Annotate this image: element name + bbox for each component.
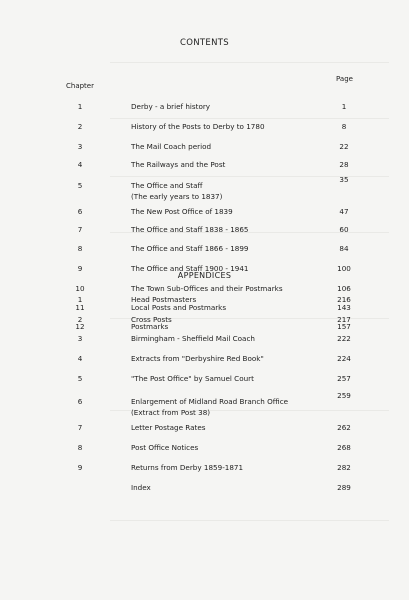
entry-title-block: [131, 482, 331, 493]
entry-number: 12: [75, 322, 85, 331]
entry-number: 10: [75, 284, 85, 293]
entry-title: Enlargement of Midland Road Branch Office: [131, 397, 289, 406]
entry-title: Letter Postage Rates: [131, 423, 206, 432]
entry-number: 2: [77, 122, 83, 131]
entry-page-number: 217: [337, 315, 351, 324]
entry-title-block: [131, 373, 331, 384]
entry-page-number: 259: [337, 391, 351, 400]
chapter-column-header: Chapter: [66, 82, 94, 90]
entry-title-block: [131, 314, 331, 325]
entry-number: 4: [77, 160, 83, 169]
entry-title: Returns from Derby 1859-1871: [131, 463, 244, 472]
entry-title: The New Post Office of 1839: [131, 207, 233, 216]
entry-number: 9: [77, 463, 83, 472]
entry-title: The Office and Staff: [131, 181, 203, 190]
entry-title: Post Office Notices: [131, 443, 199, 452]
entry-title: Birmingham - Sheffield Mail Coach: [131, 334, 255, 343]
entry-title-block: [131, 396, 331, 418]
entry-title-block: [131, 159, 331, 170]
entry-subtitle: (The early years to 1837): [131, 192, 223, 201]
entry-title-block: [131, 462, 331, 473]
entry-page-number: 1: [341, 102, 347, 111]
entry-page-number: 35: [339, 175, 349, 184]
page-title: CONTENTS: [180, 38, 229, 48]
entry-page-number: 143: [337, 303, 351, 312]
entry-title: The Mail Coach period: [131, 142, 212, 151]
entry-title-block: [131, 224, 331, 235]
entry-page-number: 28: [339, 160, 349, 169]
entry-title: Extracts from "Derbyshire Red Book": [131, 354, 264, 363]
entry-title: The Town Sub-Offices and their Postmarks: [131, 284, 283, 293]
entry-title-block: [131, 206, 331, 217]
entry-title-block: [131, 294, 331, 305]
page-column-header: Page: [336, 75, 353, 83]
entry-page-number: 106: [337, 284, 351, 293]
entry-page-number: 289: [337, 483, 351, 492]
entry-page-number: 22: [339, 142, 349, 151]
entry-number: 7: [77, 225, 83, 234]
entry-title-block: [131, 333, 331, 344]
entry-page-number: 60: [339, 225, 349, 234]
entry-title: Index: [131, 483, 151, 492]
entry-number: 3: [77, 142, 83, 151]
entry-title-block: [131, 141, 331, 152]
entry-title-block: [131, 180, 331, 202]
entry-title: The Office and Staff 1866 - 1899: [131, 244, 249, 253]
entry-title: History of the Posts to Derby to 1780: [131, 122, 265, 131]
entry-number: 6: [77, 397, 83, 406]
entry-page-number: 157: [337, 322, 351, 331]
show-through-line: [110, 118, 389, 119]
entry-title: Local Posts and Postmarks: [131, 303, 227, 312]
entry-title: Cross Posts: [131, 315, 172, 324]
entry-page-number: 282: [337, 463, 351, 472]
entry-page-number: 262: [337, 423, 351, 432]
entry-page-number: 216: [337, 295, 351, 304]
entry-number: 8: [77, 443, 83, 452]
entry-page-number: 257: [337, 374, 351, 383]
entry-page-number: 47: [339, 207, 349, 216]
entry-number: 5: [77, 181, 83, 190]
entry-title: The Office and Staff 1838 - 1865: [131, 225, 249, 234]
entry-title-block: [131, 121, 331, 132]
entry-title: "The Post Office" by Samuel Court: [131, 374, 254, 383]
entry-number: 5: [77, 374, 83, 383]
entry-title: Derby - a brief history: [131, 102, 211, 111]
entry-number: 7: [77, 423, 83, 432]
entry-subtitle: (Extract from Post 38): [131, 408, 211, 417]
entry-title-block: [131, 442, 331, 453]
entry-title-block: [131, 101, 331, 112]
show-through-line: [110, 520, 389, 521]
entry-number: 6: [77, 207, 83, 216]
entry-title: The Railways and the Post: [131, 160, 226, 169]
show-through-line: [110, 62, 389, 63]
entry-page-number: 8: [341, 122, 347, 131]
entry-number: 3: [77, 334, 83, 343]
entry-title-block: [131, 422, 331, 433]
entry-title: Postmarks: [131, 322, 169, 331]
appendices-title: APPENDICES: [177, 271, 232, 280]
entry-number: 1: [77, 295, 83, 304]
entry-number: 4: [77, 354, 83, 363]
entry-page-number: 224: [337, 354, 351, 363]
entry-page-number: 222: [337, 334, 351, 343]
entry-page-number: 84: [339, 244, 349, 253]
entry-title-block: [131, 243, 331, 254]
entry-number: 8: [77, 244, 83, 253]
entry-number: 9: [77, 264, 83, 273]
entry-page-number: 100: [337, 264, 351, 273]
entry-page-number: 268: [337, 443, 351, 452]
entry-title: The Office and Staff 1900 - 1941: [131, 264, 249, 273]
entry-title: Head Postmasters: [131, 295, 197, 304]
entry-number: 1: [77, 102, 83, 111]
entry-number: 11: [75, 303, 85, 312]
entry-title-block: [131, 283, 331, 294]
entry-number: 2: [77, 315, 83, 324]
entry-title-block: [131, 353, 331, 364]
